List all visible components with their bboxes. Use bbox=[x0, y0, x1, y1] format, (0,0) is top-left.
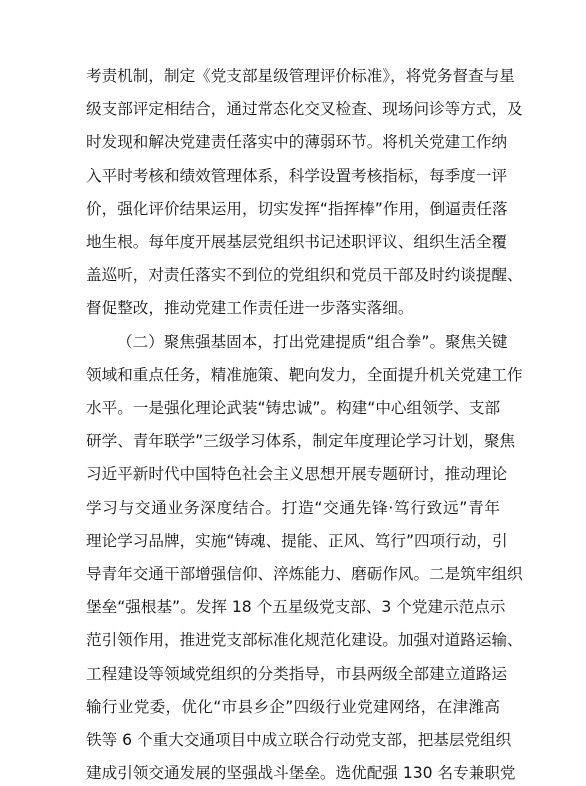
text-line: 建成引领交通发展的坚强战斗堡垒。选优配强 130 名专兼职党 bbox=[86, 764, 516, 783]
text-line: 入平时考核和绩效管理体系，科学设置考核指标，每季度一评 bbox=[86, 166, 508, 185]
text-line: 铁等 6 个重大交通项目中成立联合行动党支部，把基层党组织 bbox=[86, 731, 512, 749]
text-line: 价，强化评价结果运用，切实发挥“指挥棒”作用，倒逼责任落 bbox=[86, 199, 508, 218]
text-line: 工程建设等领域党组织的分类指导，市县两级全部建立道路运 bbox=[86, 664, 508, 683]
text-line: 习近平新时代中国特色社会主义思想开展专题研讨，推动理论 bbox=[86, 465, 508, 484]
text-line: 堡垒“强根基”。发挥 18 个五星级党支部、3 个党建示范点示 bbox=[86, 598, 506, 617]
text-line: 考责机制，制定《党支部星级管理评价标准》，将党务督查与星 bbox=[86, 67, 515, 85]
text-line: 范引领作用，推进党支部标准化规范化建设。加强对道路运输、 bbox=[86, 631, 523, 650]
text-line: 输行业党委，优化“市县乡企”四级行业党建网络，在津潍高 bbox=[86, 697, 500, 716]
text-line: 督促整改，推动党建工作责任进一步落实落细。 bbox=[86, 299, 414, 318]
text-line: 盖巡听，对责任落实不到位的党组织和党员干部及时约谈提醒、 bbox=[86, 266, 523, 285]
text-line: 研学、青年联学”三级学习体系，制定年度理论学习计划，聚焦 bbox=[86, 432, 516, 451]
text-line: 学习与交通业务深度结合。打造“交通先锋·笃行致远”青年 bbox=[86, 498, 500, 517]
text-line: 级支部评定相结合，通过常态化交叉检查、现场问诊等方式，及 bbox=[86, 100, 523, 119]
text-line: 时发现和解决党建责任落实中的薄弱环节。将机关党建工作纳 bbox=[86, 133, 508, 152]
text-line: 理论学习品牌，实施“铸魂、提能、正风、笃行”四项行动，引 bbox=[86, 531, 508, 550]
text-line: 水平。一是强化理论武装“铸忠诚”。构建“中心组领学、支部 bbox=[86, 399, 501, 417]
text-line: 领域和重点任务，精准施策、靶向发力，全面提升机关党建工作 bbox=[86, 365, 523, 384]
text-line: （二）聚焦强基固本，打出党建提质“组合拳”。聚焦关键 bbox=[117, 332, 508, 351]
text-line: 导青年交通干部增强信仰、淬炼能力、磨砺作风。二是筑牢组织 bbox=[86, 565, 523, 583]
text-line: 地生根。每年度开展基层党组织书记述职评议、组织生活全覆 bbox=[86, 233, 508, 251]
